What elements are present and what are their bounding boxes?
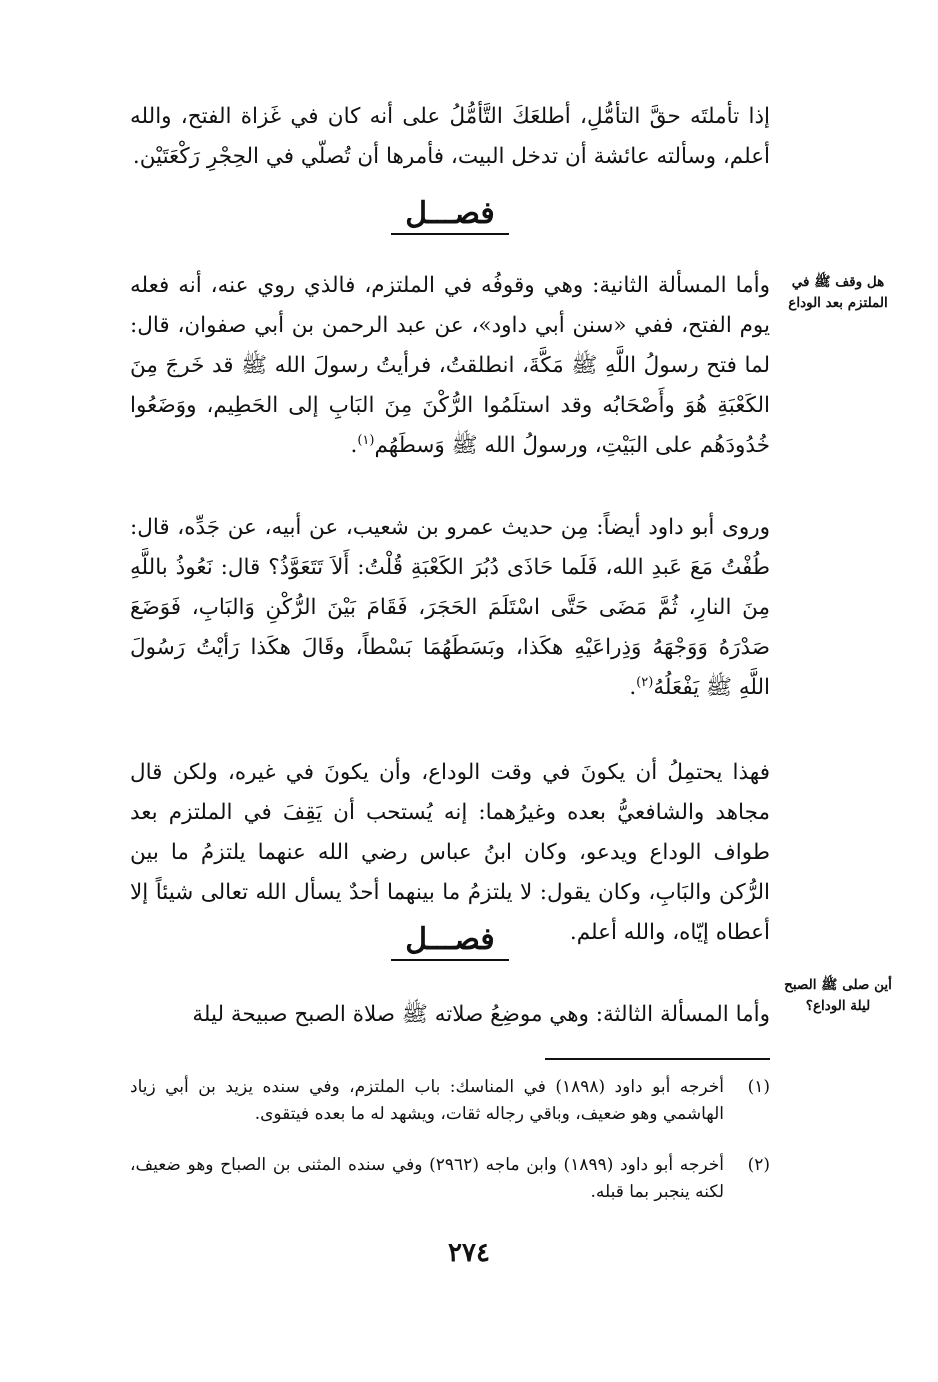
footnote-ref-1: (١) [357,432,375,448]
footnote-1-number: (١) [747,1077,770,1097]
margin-note-multazam: هل وقف ﷺ في الملتزم بعد الوداع [788,274,888,311]
section-heading-1-text: فصـــل [391,196,508,235]
margin-note-fajr-prayer: أين صلى ﷺ الصبح ليلة الوداع؟ [784,977,892,1014]
footnote-2 [130,1152,770,1206]
paragraph-second-question: وأما المسألة الثانية: وهي وقوفُه في الملتزم، فالذي روي عنه، أنه فعله يوم الفتح، ففي «سنن أبي داود»، عن عبد الرحمن بن أبي صفوان، قال: لما فتح رسولُ اللَّهِ ﷺ مَكَّةَ، انطلقتُ، فرأيتُ رسولَ الله ﷺ قد خَرجَ مِنَ الكَعْبَةِ هُوَ وأَصْحَابُه وقد استلَمُوا الرُّكْنَ مِنَ البَابِ إلى الحَطِيم، ووَضَعُوا خُدُودَهُم على البَيْتِ، ورسولُ الله ﷺ وَسطَهُم$^{(١)}$. [130,273,770,458]
paragraph-intro-text: إذا تأملتَه حقَّ التأمُّلِ، أطلعَكَ التَّأمُّلُ على أنه كان في غَزاة الفتح، والله أعلم، وسألته عائشة أن تدخل البيت، فأمرها أن تُصلّي في الحِجْرِ رَكْعَتَيْن. [130,104,770,169]
paragraph-abu-dawud: وروى أبو داود أيضاً: مِن حديث عمرو بن شعيب، عن أبيه، عن جَدِّه، قال: طُفْتُ مَعَ عَبدِ الله، فَلَما حَاذَى دُبُرَ الكَعْبَةِ قُلْتُ: أَلاَ تَتَعَوَّذُ؟ قال: نَعُوذُ باللَّهِ مِنَ النارِ، ثُمَّ مَضَى حَتَّى اسْتَلَمَ الحَجَرَ، فَقَامَ بَيْنَ الرُّكْنِ وَالبَابِ، فَوَضَعَ صَدْرَهُ وَوَجْهَهُ وَذِراعَيْهِ هكَذا، وبَسَطَهُمَا بَسْطاً، وقَالَ هكَذا رَأيْتُ رَسُولَ اللَّهِ ﷺ يَفْعَلُهُ$^{(٢)}$. [130,515,770,700]
paragraph-intro [130,97,770,177]
paragraph-abu-dawud-text: وروى أبو داود أيضاً: مِن حديث عمرو بن شعيب، عن أبيه، عن جَدِّه، قال: طُفْتُ مَعَ عَبدِ الله، فَلَما حَاذَى دُبُرَ الكَعْبَةِ قُلْتُ: أَلاَ تَتَعَوَّذُ؟ قال: نَعُوذُ باللَّهِ مِنَ النارِ، ثُمَّ مَضَى حَتَّى اسْتَلَمَ الحَجَرَ، فَقَامَ بَيْنَ الرُّكْنِ وَالبَابِ، فَوَضَعَ صَدْرَهُ وَوَجْهَهُ وَذِراعَيْهِ هكَذا، وبَسَطَهُمَا بَسْطاً، وقَالَ هكَذا رَأيْتُ رَسُولَ اللَّهِ ﷺ يَفْعَلُهُ [130,515,770,700]
paragraph-farewell-text: فهذا يحتمِلُ أن يكونَ في وقت الوداع، وأن يكونَ في غيره، ولكن قال مجاهد والشافعيُّ بعده وغيرُهما: إنه يُستحب أن يَقِفَ في الملتزم بعد طواف الوداع ويدعو، وكان ابنُ عباس رضي الله عنهما يلتزمُ ما بين الرُّكن والبَابِ، وكان يقول: لا يلتزمُ ما بينهما أحدٌ يسأل الله تعالى شيئاً إلا أعطاه إيّاه، والله أعلم. [130,760,770,945]
footnote-2-number: (٢) [747,1155,770,1175]
paragraph-third-question [130,995,770,1035]
page-number: ٢٧٤ [448,1238,490,1268]
section-heading-2 [130,922,770,957]
footnote-ref-2: (٢) [636,674,654,690]
footnote-1 [130,1074,770,1128]
footnote-2-text: أخرجه أبو داود (١٨٩٩) وابن ماجه (٢٩٦٢) وفي سنده المثنى بن الصباح وهو ضعيف، لكنه ينجبر بما قبله. [130,1155,724,1202]
footnote-separator [545,1058,770,1060]
footnote-1-text: أخرجه أبو داود (١٨٩٨) في المناسك: باب الملتزم، وفي سنده يزيد بن أبي زياد الهاشمي وهو ضعيف، وباقي رجاله ثقات، ويشهد له ما بعده فيتقوى. [130,1077,724,1124]
paragraph-second-question-text: وأما المسألة الثانية: وهي وقوفُه في الملتزم، فالذي روي عنه، أنه فعله يوم الفتح، ففي «سنن أبي داود»، عن عبد الرحمن بن أبي صفوان، قال: لما فتح رسولُ اللَّهِ ﷺ مَكَّةَ، انطلقتُ، فرأيتُ رسولَ الله ﷺ قد خَرجَ مِنَ الكَعْبَةِ هُوَ وأَصْحَابُه وقد استلَمُوا الرُّكْنَ مِنَ البَابِ إلى الحَطِيم، ووَضَعُوا خُدُودَهُم على البَيْتِ، ورسولُ الله ﷺ وَسطَهُم [130,273,770,458]
section-heading-2-text: فصـــل [391,922,508,961]
section-heading-1 [130,196,770,231]
paragraph-third-question-text: وأما المسألة الثالثة: وهي موضِعُ صلاته ﷺ صلاة الصبح صبيحة ليلة [192,1002,770,1027]
